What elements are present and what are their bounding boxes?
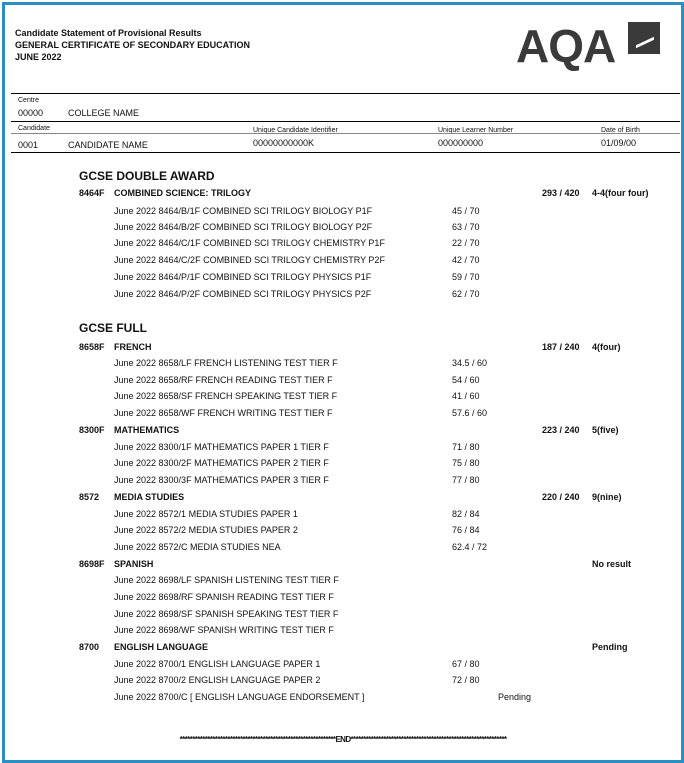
subject-name: FRENCH: [114, 342, 152, 352]
end-marker: **************************************************************END**************************************************************: [179, 735, 507, 744]
divider: [11, 93, 680, 94]
component-desc: June 2022 8300/2F MATHEMATICS PAPER 2 TIER F: [114, 458, 329, 468]
component-status: Pending: [498, 692, 532, 702]
component-desc: June 2022 8700/C [ ENGLISH LANGUAGE ENDORSEMENT ]: [114, 692, 365, 702]
uln-label: Unique Learner Number: [438, 127, 514, 134]
component-desc: June 2022 8300/1F MATHEMATICS PAPER 1 TIER F: [114, 442, 329, 452]
subject-grade: 9(nine): [592, 492, 622, 502]
subject-name: SPANISH: [114, 559, 154, 569]
candidate-name: CANDIDATE NAME: [68, 140, 148, 150]
divider: [11, 121, 680, 122]
divider: [11, 133, 680, 134]
aqa-logo-mark-icon: [628, 22, 660, 54]
subject-name: MEDIA STUDIES: [114, 492, 185, 502]
component-desc: June 2022 8572/C MEDIA STUDIES NEA: [114, 542, 281, 552]
subject-code: 8698F: [79, 559, 105, 569]
divider: [11, 152, 680, 153]
component-mark: 77 / 80: [452, 475, 480, 485]
component-mark: 62 / 70: [452, 289, 480, 299]
component-desc: June 2022 8572/1 MEDIA STUDIES PAPER 1: [114, 509, 298, 519]
component-desc: June 2022 8464/B/1F COMBINED SCI TRILOGY BIOLOGY P1F: [114, 206, 373, 216]
component-desc: June 2022 8464/C/1F COMBINED SCI TRILOGY CHEMISTRY P1F: [114, 238, 385, 248]
component-mark: 82 / 84: [452, 509, 480, 519]
dob-label: Date of Birth: [601, 127, 640, 134]
component-mark: 71 / 80: [452, 442, 480, 452]
component-mark: 76 / 84: [452, 525, 480, 535]
candidate-number: 0001: [18, 140, 39, 150]
section-title: GCSE FULL: [79, 321, 147, 335]
subject-name: COMBINED SCIENCE: TRILOGY: [114, 188, 252, 198]
component-desc: June 2022 8658/RF FRENCH READING TEST TIER F: [114, 375, 333, 385]
statement-title: Candidate Statement of Provisional Results: [15, 28, 202, 38]
component-desc: June 2022 8698/LF SPANISH LISTENING TEST TIER F: [114, 575, 339, 585]
component-desc: June 2022 8658/SF FRENCH SPEAKING TEST TIER F: [114, 391, 338, 401]
uci-label: Unique Candidate Identifier: [253, 127, 338, 134]
component-desc: June 2022 8658/LF FRENCH LISTENING TEST TIER F: [114, 358, 338, 368]
component-mark: 45 / 70: [452, 206, 480, 216]
subject-name: MATHEMATICS: [114, 425, 180, 435]
component-desc: June 2022 8658/WF FRENCH WRITING TEST TIER F: [114, 408, 333, 418]
uln-value: 000000000: [438, 138, 484, 148]
component-desc: June 2022 8300/3F MATHEMATICS PAPER 3 TIER F: [114, 475, 329, 485]
component-mark: 67 / 80: [452, 659, 480, 669]
component-mark: 34.5 / 60: [452, 358, 488, 368]
uci-value: 00000000000K: [253, 138, 315, 148]
series-title: JUNE 2022: [15, 52, 62, 62]
centre-number: 00000: [18, 108, 44, 118]
component-desc: June 2022 8698/RF SPANISH READING TEST TIER F: [114, 592, 334, 602]
subject-grade: Pending: [592, 642, 628, 652]
qualification-title: GENERAL CERTIFICATE OF SECONDARY EDUCATION: [15, 40, 251, 50]
component-desc: June 2022 8572/2 MEDIA STUDIES PAPER 2: [114, 525, 298, 535]
subject-name: ENGLISH LANGUAGE: [114, 642, 209, 652]
component-desc: June 2022 8464/B/2F COMBINED SCI TRILOGY BIOLOGY P2F: [114, 222, 373, 232]
component-desc: June 2022 8464/P/2F COMBINED SCI TRILOGY PHYSICS P2F: [114, 289, 372, 299]
subject-total: 187 / 240: [542, 342, 580, 352]
component-mark: 72 / 80: [452, 675, 480, 685]
subject-code: 8464F: [79, 188, 105, 198]
component-desc: June 2022 8700/2 ENGLISH LANGUAGE PAPER 2: [114, 675, 321, 685]
component-desc: June 2022 8464/C/2F COMBINED SCI TRILOGY CHEMISTRY P2F: [114, 255, 385, 265]
component-mark: 59 / 70: [452, 272, 480, 282]
section-title: GCSE DOUBLE AWARD: [79, 169, 215, 183]
component-mark: 41 / 60: [452, 391, 480, 401]
centre-label: Centre: [18, 97, 40, 104]
subject-total: 223 / 240: [542, 425, 580, 435]
subject-total: 293 / 420: [542, 188, 580, 198]
component-mark: 75 / 80: [452, 458, 480, 468]
component-mark: 22 / 70: [452, 238, 480, 248]
subject-code: 8700: [79, 642, 100, 652]
component-desc: June 2022 8700/1 ENGLISH LANGUAGE PAPER 1: [114, 659, 321, 669]
component-mark: 62.4 / 72: [452, 542, 488, 552]
subject-grade: 4-4(four four): [592, 188, 649, 198]
subject-code: 8572: [79, 492, 100, 502]
subject-total: 220 / 240: [542, 492, 580, 502]
component-desc: June 2022 8464/P/1F COMBINED SCI TRILOGY PHYSICS P1F: [114, 272, 372, 282]
component-desc: June 2022 8698/WF SPANISH WRITING TEST TIER F: [114, 625, 334, 635]
subject-code: 8658F: [79, 342, 105, 352]
subject-grade: 5(five): [592, 425, 619, 435]
subject-grade: No result: [592, 559, 632, 569]
component-desc: June 2022 8698/SF SPANISH SPEAKING TEST TIER F: [114, 609, 339, 619]
dob-value: 01/09/00: [601, 138, 637, 148]
subject-grade: 4(four): [592, 342, 621, 352]
component-mark: 57.6 / 60: [452, 408, 488, 418]
centre-name: COLLEGE NAME: [68, 108, 140, 118]
aqa-logo: AQA: [516, 20, 661, 72]
component-mark: 63 / 70: [452, 222, 480, 232]
subject-code: 8300F: [79, 425, 105, 435]
component-mark: 42 / 70: [452, 255, 480, 265]
candidate-label: Candidate: [18, 125, 50, 132]
component-mark: 54 / 60: [452, 375, 480, 385]
